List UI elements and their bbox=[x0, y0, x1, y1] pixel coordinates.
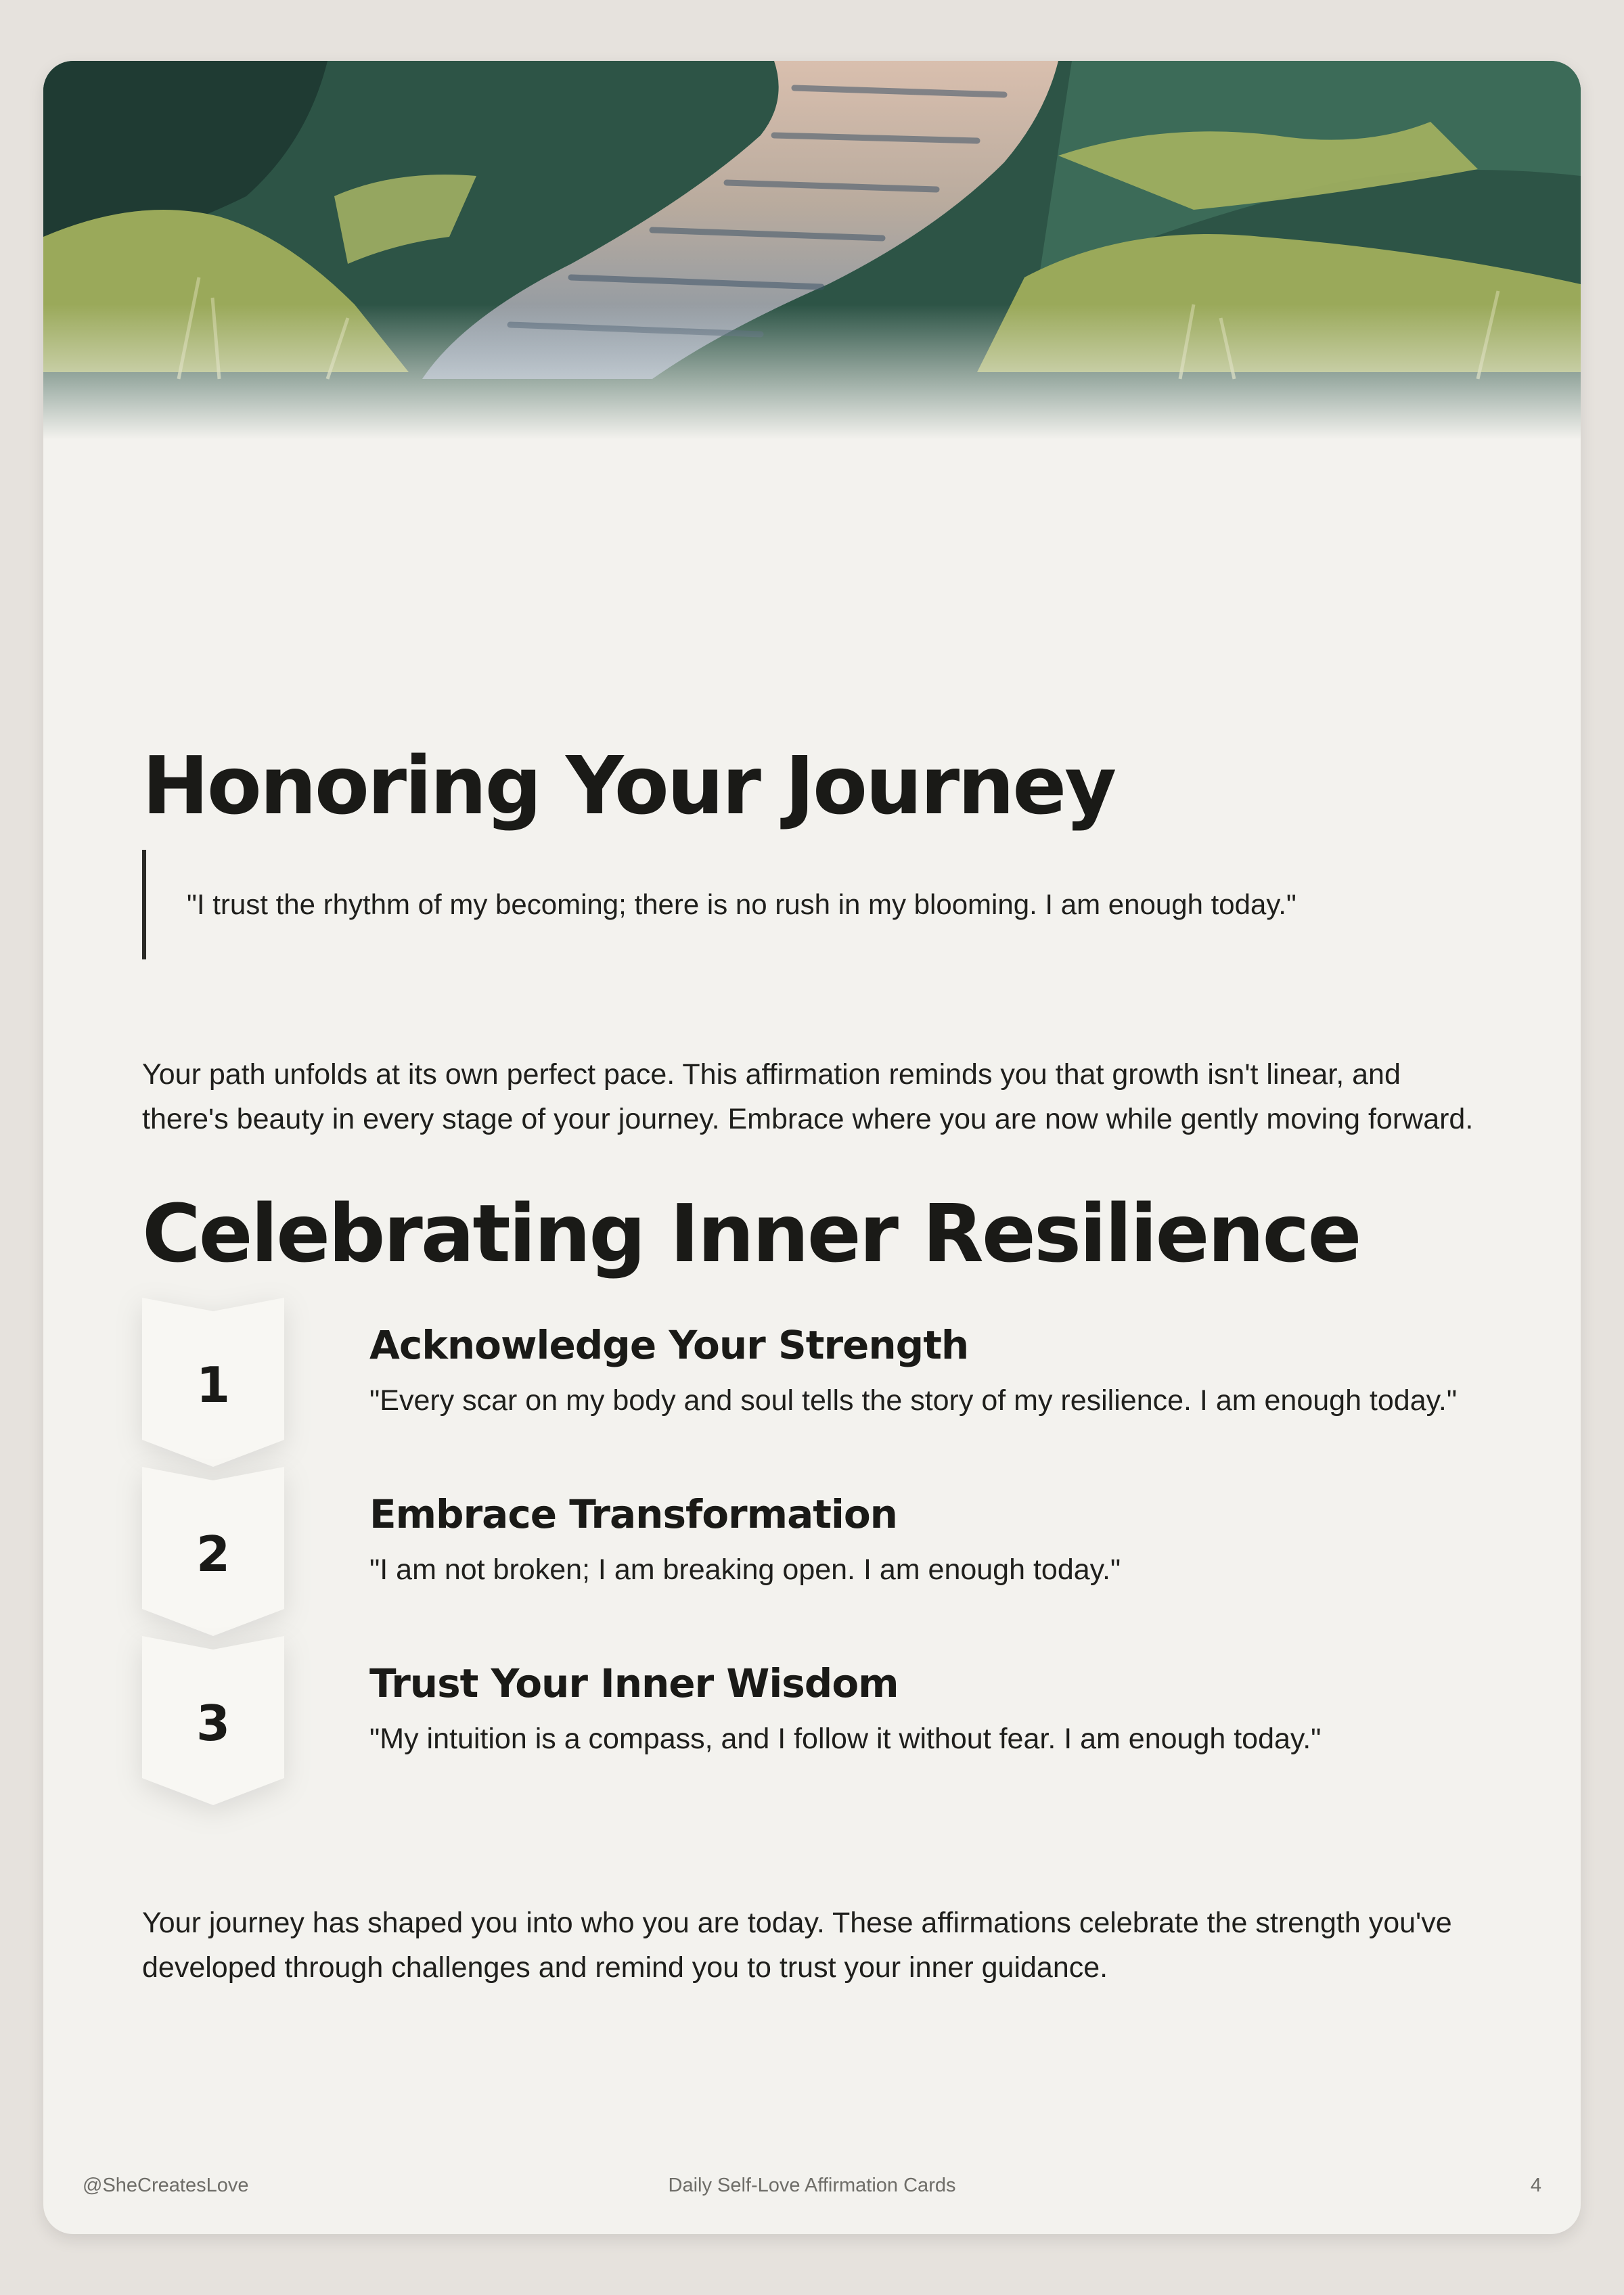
step-number-badge bbox=[142, 1298, 284, 1467]
forest-path-image bbox=[43, 61, 1581, 440]
step-affirmation: "I am not broken; I am breaking open. I am enough today." bbox=[369, 1553, 1121, 1586]
resilience-steps-list bbox=[142, 1298, 1495, 1805]
step-number-badge bbox=[142, 1467, 284, 1636]
journey-paragraph: Your path unfolds at its own perfect pace. This affirmation reminds you that growth isn't linear, and there's beauty in every stage of your journey. Embrace where you are now while gently moving forward. bbox=[142, 1058, 1474, 1135]
step-number: 3 bbox=[196, 1695, 231, 1752]
hero-illustration bbox=[43, 61, 1581, 440]
list-item bbox=[142, 1636, 1495, 1805]
step-title: Embrace Transformation bbox=[369, 1491, 897, 1537]
affirmation-quote bbox=[142, 850, 1495, 959]
step-title: Acknowledge Your Strength bbox=[369, 1322, 969, 1368]
closing-paragraph: Your journey has shaped you into who you are today. These affirmations celebrate the strength you've developed through challenges and remind you to trust your inner guidance. bbox=[142, 1907, 1452, 1984]
step-number: 2 bbox=[196, 1526, 231, 1583]
step-number-badge bbox=[142, 1636, 284, 1805]
footer-doc-title: Daily Self-Love Affirmation Cards bbox=[668, 2175, 956, 2196]
section-title-journey: Honoring Your Journey bbox=[142, 739, 1115, 832]
step-affirmation: "My intuition is a compass, and I follow it without fear. I am enough today." bbox=[369, 1723, 1322, 1755]
footer-handle: @SheCreatesLove bbox=[83, 2175, 249, 2196]
affirmation-card-page bbox=[43, 61, 1581, 2234]
page-footer bbox=[83, 2175, 1541, 2202]
step-title: Trust Your Inner Wisdom bbox=[369, 1660, 899, 1706]
step-affirmation: "Every scar on my body and soul tells the story of my resilience. I am enough today." bbox=[369, 1384, 1458, 1417]
section-title-resilience: Celebrating Inner Resilience bbox=[142, 1187, 1360, 1280]
page-number: 4 bbox=[1530, 2175, 1541, 2196]
step-number: 1 bbox=[196, 1357, 231, 1413]
list-item bbox=[142, 1467, 1495, 1636]
list-item bbox=[142, 1298, 1495, 1467]
quote-text: "I trust the rhythm of my becoming; there is no rush in my blooming. I am enough today." bbox=[187, 888, 1296, 920]
